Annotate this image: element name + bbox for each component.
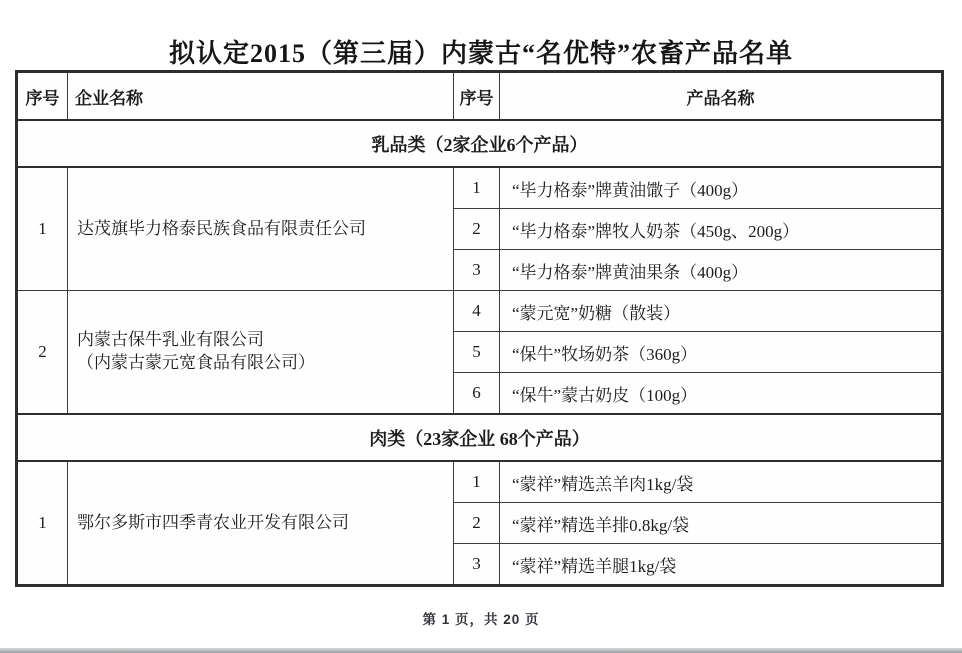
product-name: “毕力格泰”牌黄油果条（400g）: [500, 250, 943, 291]
section-title: 肉类（23家企业 68个产品）: [17, 414, 943, 461]
product-name: “蒙祥”精选羔羊肉1kg/袋: [500, 461, 943, 503]
company-name: [68, 167, 454, 291]
product-name: “保牛”蒙古奶皮（100g）: [500, 373, 943, 415]
column-header-product-name: 产品名称: [500, 72, 943, 121]
page-title: 拟认定2015（第三届）内蒙古“名优特”农畜产品名单: [168, 39, 793, 68]
section-header-dairy: [17, 120, 943, 167]
section-header-meat: [17, 414, 943, 461]
company-name-line1: 内蒙古保牛乳业有限公司: [77, 330, 264, 350]
scan-edge: [0, 648, 962, 653]
column-header-company-seq: 序号: [17, 72, 68, 121]
company-seq: 1: [17, 167, 68, 291]
table-row: [17, 167, 943, 209]
product-name: “蒙祥”精选羊腿1kg/袋: [500, 544, 943, 586]
product-seq: 6: [454, 373, 500, 415]
company-name: [68, 291, 454, 415]
product-name: “蒙元宽”奶糖（散装）: [500, 291, 943, 332]
product-seq: 3: [454, 544, 500, 586]
product-seq: 1: [454, 461, 500, 503]
product-name: “保牛”牧场奶茶（360g）: [500, 332, 943, 373]
table-row: [17, 291, 943, 332]
product-name: “毕力格泰”牌黄油馓子（400g）: [500, 167, 943, 209]
column-header-company-name: 企业名称: [68, 72, 454, 121]
company-seq: 1: [17, 461, 68, 586]
company-name-line1: 鄂尔多斯市四季青农业开发有限公司: [77, 512, 349, 532]
table-row: [17, 461, 943, 503]
product-seq: 4: [454, 291, 500, 332]
product-name: “毕力格泰”牌牧人奶茶（450g、200g）: [500, 209, 943, 250]
column-header-product-seq: 序号: [454, 72, 500, 121]
product-seq: 5: [454, 332, 500, 373]
table-header-row: [17, 72, 943, 121]
product-seq: 3: [454, 250, 500, 291]
company-name-line2: （内蒙古蒙元宽食品有限公司）: [77, 353, 315, 372]
company-name: [68, 461, 454, 586]
product-seq: 2: [454, 503, 500, 544]
company-name-line1: 达茂旗毕力格泰民族食品有限责任公司: [77, 218, 366, 238]
products-table: [15, 70, 944, 587]
section-title: 乳品类（2家企业6个产品）: [17, 120, 943, 167]
product-seq: 2: [454, 209, 500, 250]
page-number-footer: 第 1 页，共 20 页: [422, 612, 540, 627]
product-name: “蒙祥”精选羊排0.8kg/袋: [500, 503, 943, 544]
product-seq: 1: [454, 167, 500, 209]
company-seq: 2: [17, 291, 68, 415]
